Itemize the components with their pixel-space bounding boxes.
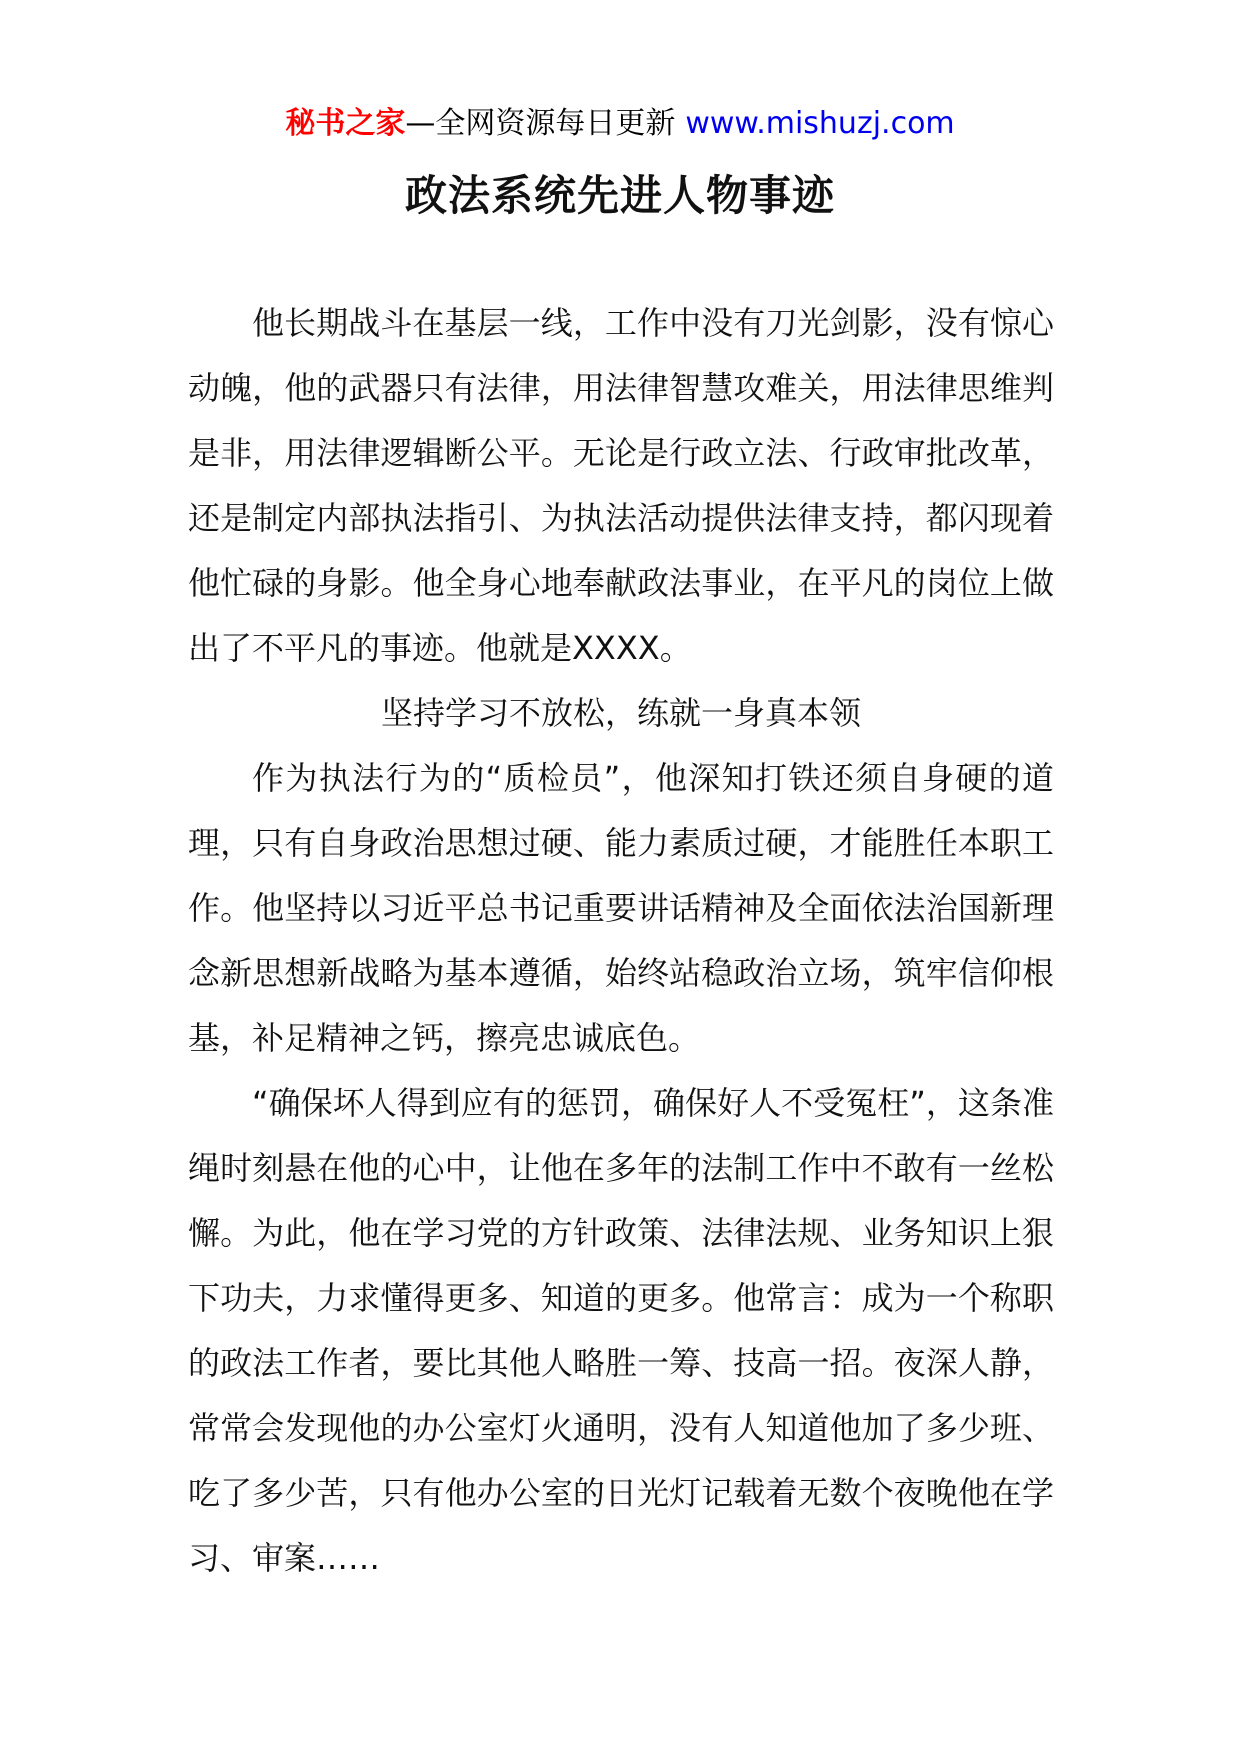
- section-heading: 坚持学习不放松，练就一身真本领: [380, 694, 861, 732]
- document-title: 政法系统先进人物事迹: [404, 171, 835, 220]
- site-url: www.mishuzj.com: [685, 106, 955, 141]
- site-brand: 秘书之家: [285, 106, 406, 141]
- site-header: [0, 104, 1240, 144]
- paragraph: 他长期战斗在基层一线，工作中没有刀光剑影，没有惊心动魄，他的武器只有法律，用法律智慧攻难关，用法律思维判是非，用法律逻辑断公平。无论是行政立法、行政审批改革，还是制定内部执法指引、为执法活动提供法律支持，都闪现着他忙碌的身影。他全身心地奉献政法事业，在平凡的岗位上做出了不平凡的事迹。他就是XXXX。: [188, 304, 1054, 667]
- paragraph: “确保坏人得到应有的惩罚，确保好人不受冤枉”，这条准绳时刻悬在他的心中，让他在多年的法制工作中不敢有一丝松懈。为此，他在学习党的方针政策、法律法规、业务知识上狠下功夫，力求懂得更多、知道的更多。他常言：成为一个称职的政法工作者，要比其他人略胜一筹、技高一招。夜深人静，常常会发现他的办公室灯火通明，没有人知道他加了多少班、吃了多少苦，只有他办公室的日光灯记载着无数个夜晚他在学习、审案……: [188, 1084, 1054, 1577]
- document-body: [188, 291, 1054, 1591]
- paragraph: 作为执法行为的“质检员”，他深知打铁还须自身硬的道理，只有自身政治思想过硬、能力素质过硬，才能胜任本职工作。他坚持以习近平总书记重要讲话精神及全面依法治国新理念新思想新战略为基本遵循，始终站稳政治立场，筑牢信仰根基，补足精神之钙，擦亮忠诚底色。: [188, 759, 1054, 1057]
- site-slogan: —全网资源每日更新: [405, 106, 676, 141]
